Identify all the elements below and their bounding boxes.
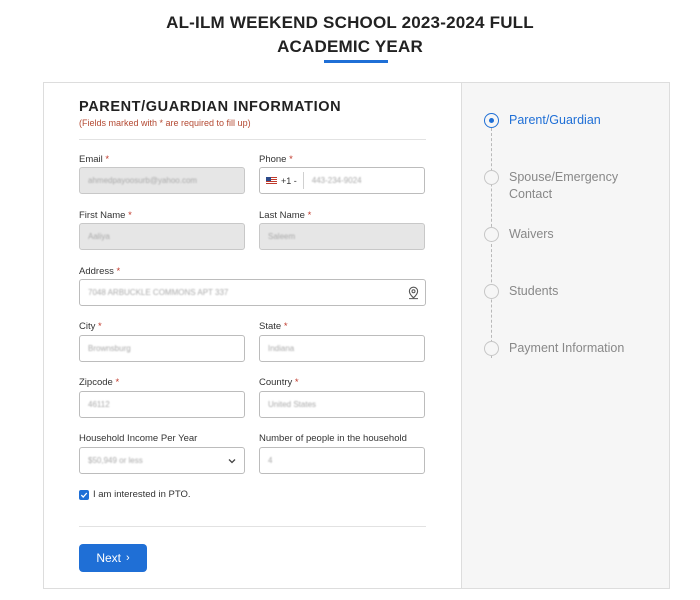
country-field[interactable] [259,391,425,418]
last-name-label: Last Name * [259,210,312,221]
state-field[interactable] [259,335,425,362]
phone-separator [303,172,304,189]
phone-value: 443-234-9024 [311,176,362,185]
section-title: PARENT/GUARDIAN INFORMATION [79,99,342,115]
footer-divider [79,526,426,527]
page-title-line-1: AL-ILM WEEKEND SCHOOL 2023-2024 FULL [166,13,534,32]
country-label: Country * [259,377,299,388]
pto-checkbox[interactable] [79,490,89,500]
next-button[interactable] [79,544,147,572]
zipcode-label: Zipcode * [79,377,120,388]
required-note: (Fields marked with * are required to fill up) [79,118,251,128]
step-indicator-icon [484,170,499,185]
step-students[interactable] [484,284,649,300]
email-label: Email * [79,154,110,165]
us-flag-icon[interactable] [266,177,277,185]
step-parent-guardian[interactable] [484,113,649,129]
pto-row[interactable] [79,489,191,500]
title-underline [324,60,388,63]
pto-label: I am interested in PTO. [93,489,191,500]
city-value: Brownsburg [88,344,131,353]
step-label: Payment Information [509,341,625,355]
first-name-value: Aaliya [88,232,110,241]
phone-label: Phone * [259,154,293,165]
last-name-field[interactable] [259,223,425,250]
email-field[interactable] [79,167,245,194]
page-title [0,11,700,59]
step-label: Spouse/Emergency Contact [509,170,619,201]
step-spouse-emergency[interactable] [484,170,649,203]
step-payment-information[interactable] [484,341,649,357]
steps-panel [461,82,670,589]
city-label: City * [79,321,102,332]
last-name-value: Saleem [268,232,296,241]
email-value: ahmedpayoosurb@yahoo.com [88,176,198,185]
address-field[interactable] [79,279,426,306]
step-label: Waivers [509,227,554,241]
step-indicator-icon [484,113,499,128]
income-select[interactable] [79,447,245,474]
city-field[interactable] [79,335,245,362]
phone-field[interactable] [259,167,425,194]
step-label: Students [509,284,559,298]
map-pin-icon[interactable] [407,286,420,300]
steps-connector [491,128,492,358]
step-label: Parent/Guardian [509,113,601,127]
income-value: $50,949 or less [88,456,143,465]
section-divider [79,139,426,140]
chevron-down-icon[interactable] [226,455,238,467]
state-label: State * [259,321,288,332]
step-indicator-icon [484,341,499,356]
next-button-label: Next [96,551,121,565]
step-indicator-icon [484,284,499,299]
phone-country-code[interactable]: +1 - [281,175,297,186]
page-title-line-2: ACADEMIC YEAR [277,37,423,56]
zipcode-value: 46112 [88,400,110,409]
household-count-field[interactable] [259,447,425,474]
address-value: 7048 ARBUCKLE COMMONS APT 337 [88,288,229,297]
state-value: Indiana [268,344,295,353]
income-label: Household Income Per Year [79,433,198,444]
country-value: United States [268,400,317,409]
household-count-value: 4 [268,456,273,465]
check-icon [80,491,88,499]
address-label: Address * [79,266,121,277]
first-name-label: First Name * [79,210,132,221]
first-name-field[interactable] [79,223,245,250]
step-indicator-icon [484,227,499,242]
zipcode-field[interactable] [79,391,245,418]
household-count-label: Number of people in the household [259,433,407,444]
chevron-right-icon: › [126,552,130,564]
step-waivers[interactable] [484,227,649,243]
